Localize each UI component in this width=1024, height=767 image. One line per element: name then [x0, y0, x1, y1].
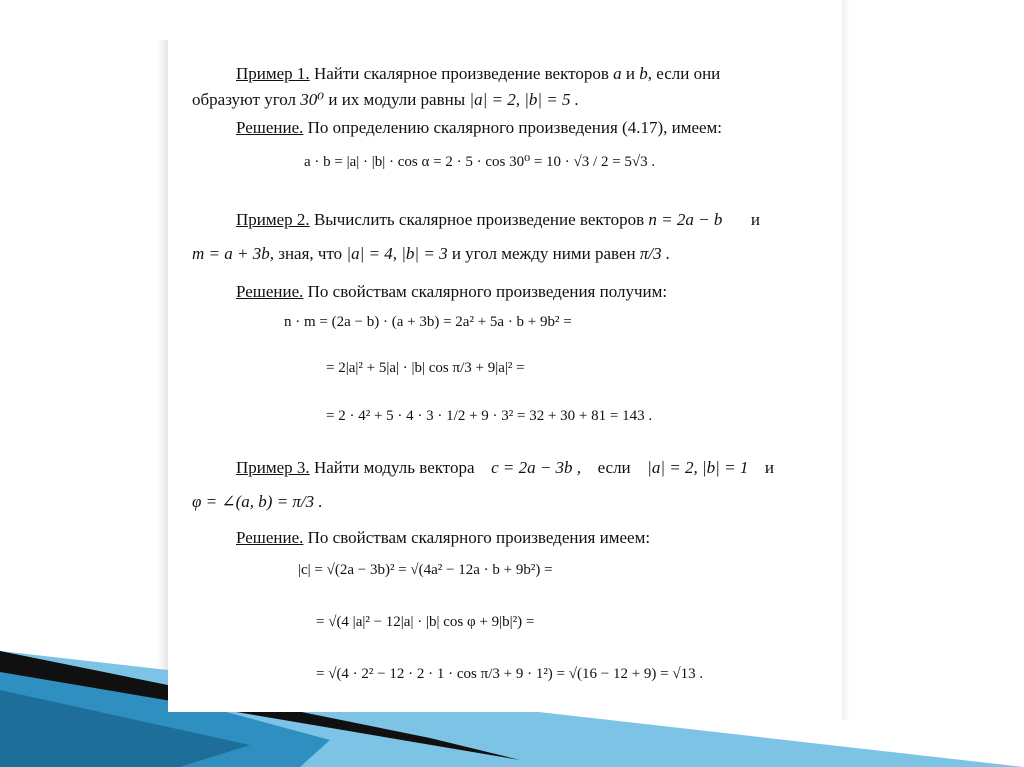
document-page [168, 40, 842, 712]
ex2-solution: Решение. По свойствам скалярного произведения получим: [236, 282, 668, 301]
ex3-title: Пример 3. [236, 458, 310, 477]
ex3-formula-1: |c| = √(2a − 3b)² = √(4a² − 12a · b + 9b²) = [298, 562, 553, 578]
ex3-line2: φ = ∠(a, b) = π/3 . [192, 492, 323, 511]
ex3-line1: Пример 3. Найти модуль вектора c = 2a − 3b , если |a| = 2, |b| = 1 и [236, 458, 774, 477]
ex2-formula-2: = 2|a|² + 5|a| · |b| cos π/3 + 9|a|² = [326, 360, 525, 376]
ex1-solution: Решение. По определению скалярного произведения (4.17), имеем: [236, 118, 723, 137]
ex1-title: Пример 1. [236, 64, 310, 83]
ex2-line2: m = a + 3b, зная, что |a| = 4, |b| = 3 и угол между ними равен π/3 . [192, 244, 671, 263]
ex2-formula-1: n · m = (2a − b) · (a + 3b) = 2a² + 5a · b + 9b² = [284, 314, 572, 330]
ex1-formula: a · b = |a| · |b| · cos α = 2 · 5 · cos 30⁰ = 10 · √3 / 2 = 5√3 . [304, 154, 656, 170]
ex2-formula-3: = 2 · 4² + 5 · 4 · 3 · 1/2 + 9 · 3² = 32 + 30 + 81 = 143 . [326, 408, 653, 424]
ex3-solution-label: Решение. [236, 528, 304, 547]
ex2-line1: Пример 2. Вычислить скалярное произведение векторов n = 2a − b и [236, 210, 760, 229]
ex1-line2: образуют угол 30⁰ и их модули равны |a| = 2, |b| = 5 . [192, 90, 580, 109]
ex1-solution-label: Решение. [236, 118, 304, 137]
ex2-title: Пример 2. [236, 210, 310, 229]
ex3-solution: Решение. По свойствам скалярного произведения имеем: [236, 528, 651, 547]
ex1-line1: Пример 1. Найти скалярное произведение векторов a и b, если они [236, 64, 721, 83]
ex2-solution-label: Решение. [236, 282, 304, 301]
ex3-formula-3: = √(4 · 2² − 12 · 2 · 1 · cos π/3 + 9 · 1²) = √(16 − 12 + 9) = √13 . [316, 666, 704, 682]
ex3-formula-2: = √(4 |a|² − 12|a| · |b| cos φ + 9|b|²) = [316, 614, 535, 630]
